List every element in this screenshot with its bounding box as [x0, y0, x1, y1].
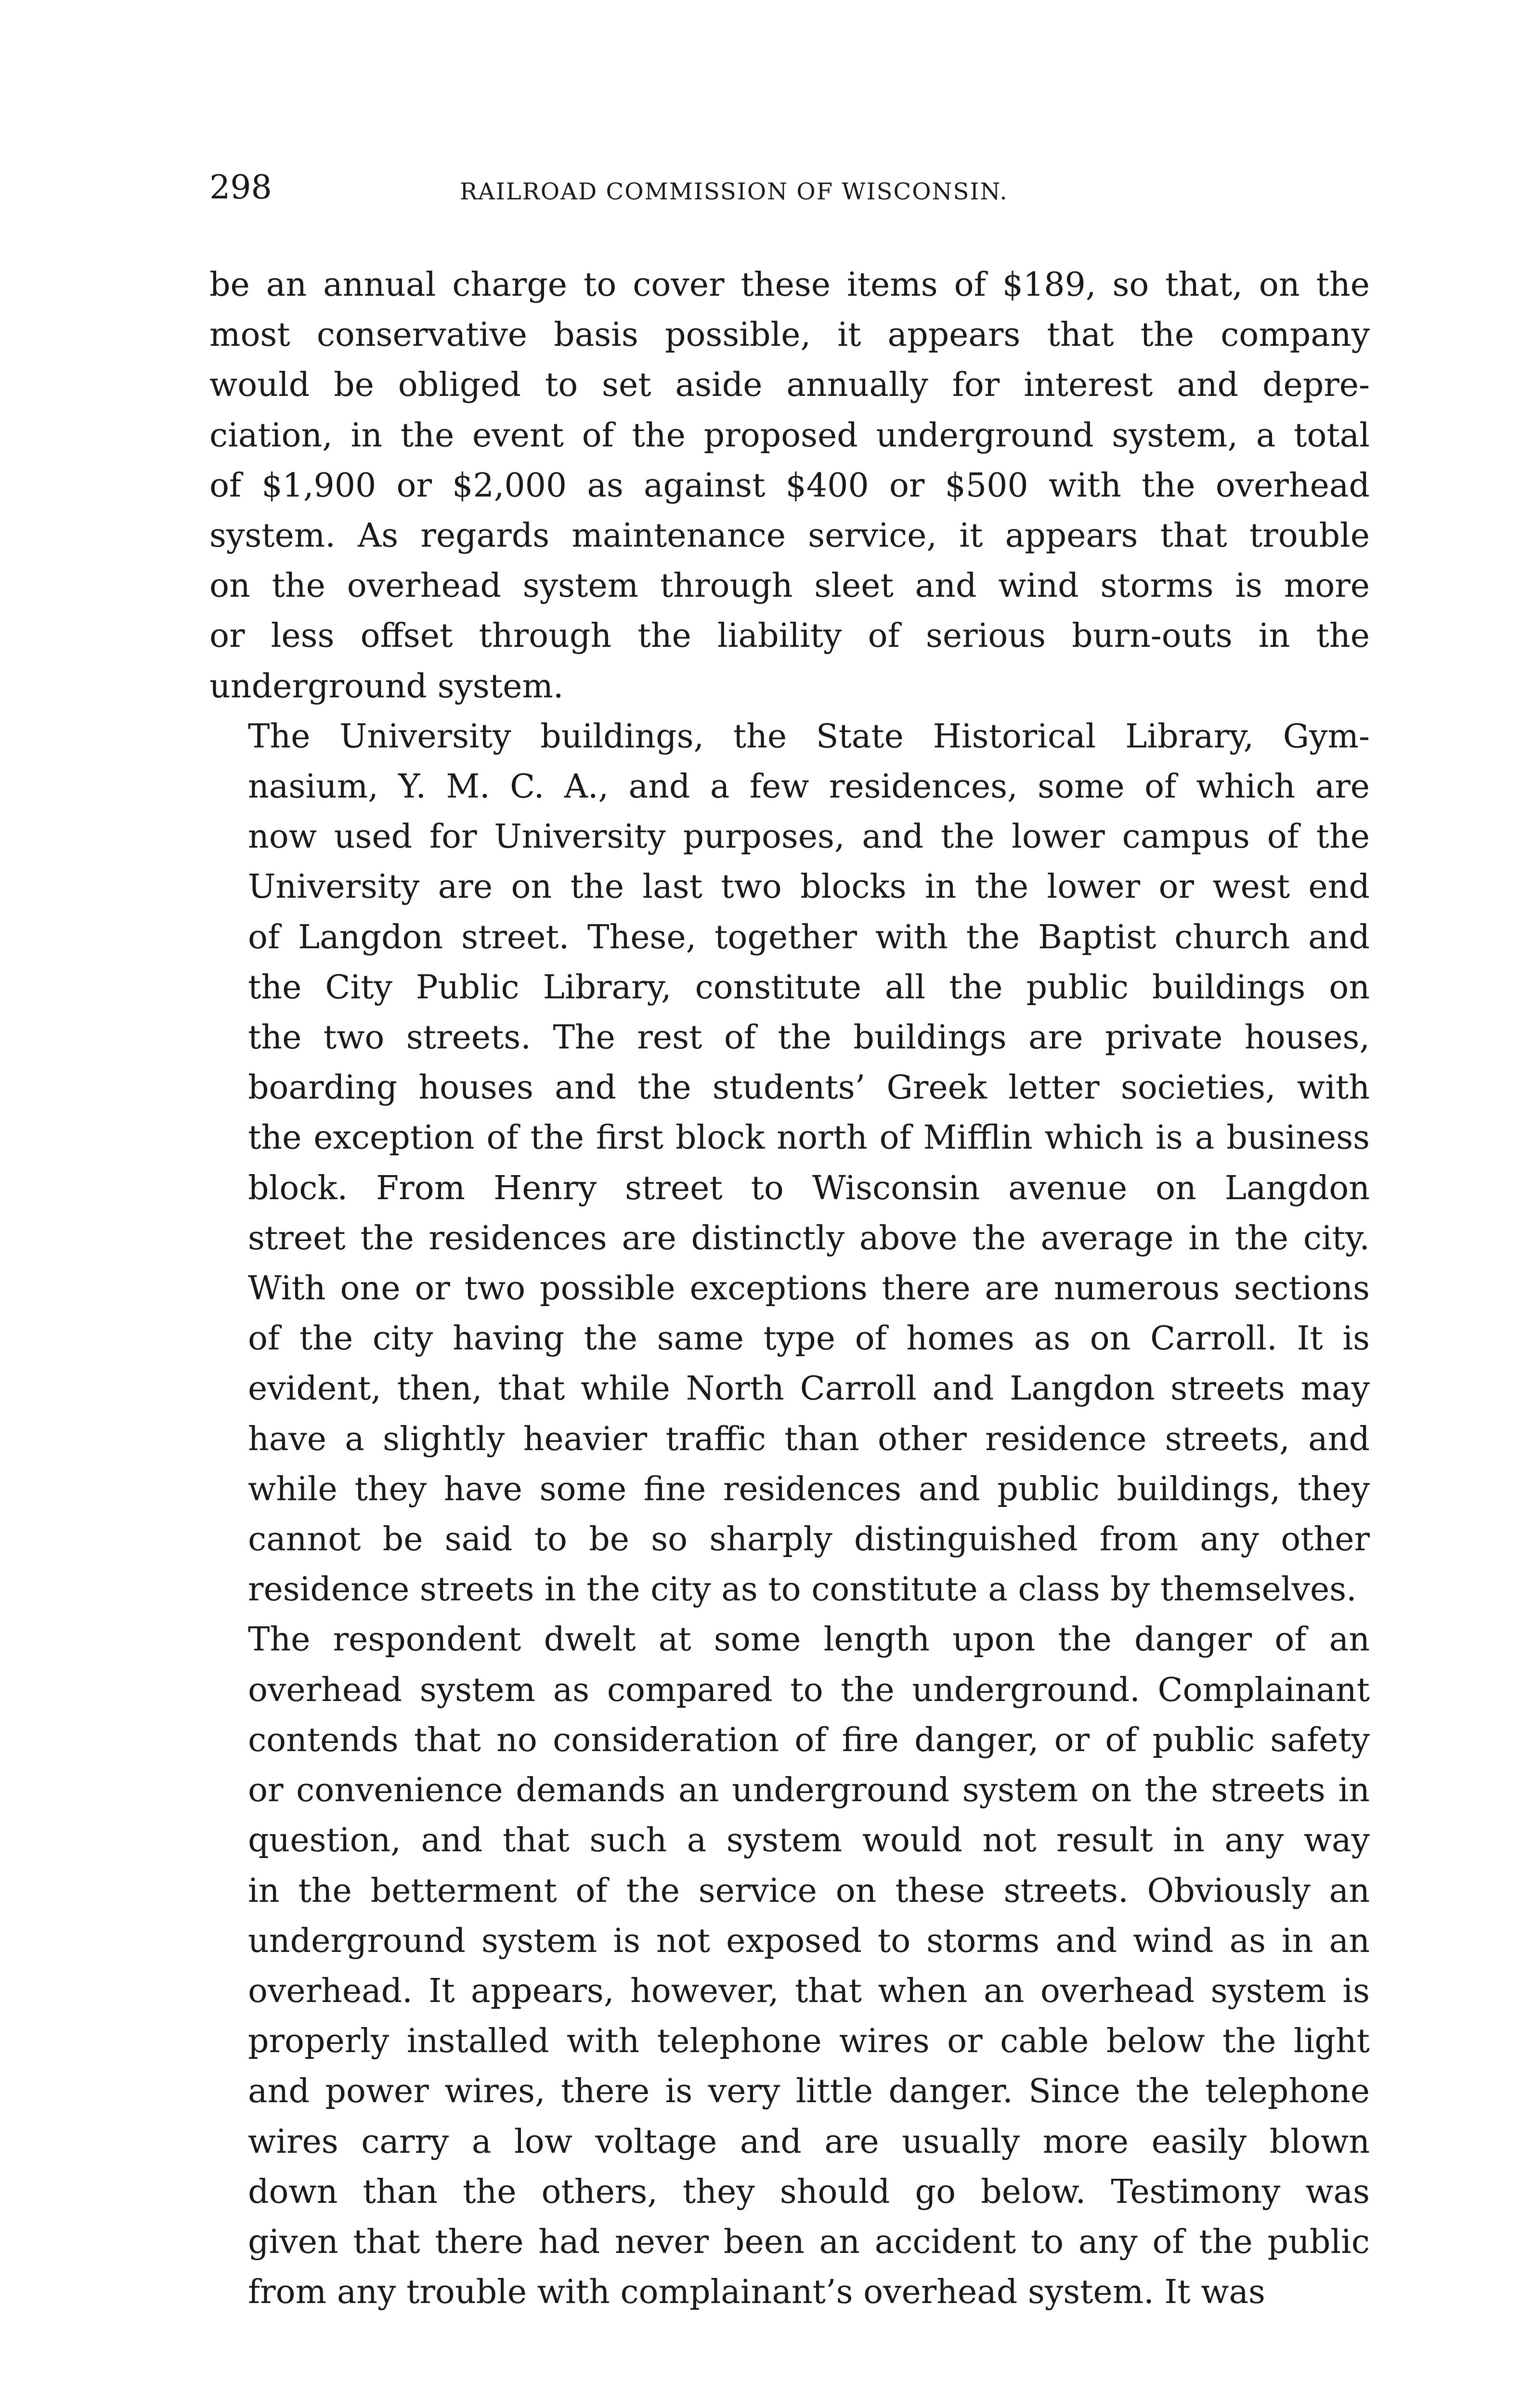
text-line: from any trouble with complainant’s overhead system. It was: [248, 2273, 1265, 2312]
text-line: on the overhead system through sleet and wind storms is more: [209, 567, 1370, 605]
running-head: [209, 166, 1370, 209]
text-line: evident, then, that while North Carroll and Langdon streets may: [248, 1370, 1370, 1408]
text-line: system. As regards maintenance service, it appears that trouble: [209, 517, 1370, 555]
text-line: block. From Henry street to Wisconsin avenue on Langdon: [248, 1169, 1370, 1207]
text-line: or less offset through the liability of serious burn-outs in the: [209, 617, 1370, 655]
text-line: University are on the last two blocks in the lower or west end: [248, 868, 1370, 906]
text-line: overhead system as compared to the underground. Complainant: [248, 1671, 1370, 1709]
text-line: the two streets. The rest of the buildings are private houses,: [248, 1019, 1370, 1057]
text-line: the City Public Library, constitute all the public buildings on: [248, 968, 1370, 1007]
text-line: of Langdon street. These, together with the Baptist church and: [248, 918, 1370, 956]
text-line: of $1,900 or $2,000 as against $400 or $500 with the overhead: [209, 466, 1370, 505]
text-line: be an annual charge to cover these items of $189, so that, on the: [209, 266, 1370, 304]
text-line: the exception of the first block north of Mifflin which is a business: [248, 1119, 1370, 1157]
text-line: while they have some fine residences and public buildings, they: [248, 1470, 1370, 1508]
text-line: properly installed with telephone wires or cable below the light: [248, 2022, 1370, 2061]
paragraph: [209, 1615, 1370, 2317]
paragraph: [209, 712, 1370, 1615]
paragraph: [209, 260, 1370, 712]
text-line: question, and that such a system would not result in any way: [248, 1821, 1370, 1860]
text-line: would be obliged to set aside annually for interest and depre-: [209, 366, 1370, 405]
text-line: underground system.: [209, 667, 564, 706]
text-line: now used for University purposes, and the lower campus of the: [248, 818, 1370, 856]
text-line: wires carry a low voltage and are usually more easily blown: [248, 2122, 1370, 2161]
body-text: [209, 260, 1370, 2317]
text-line: most conservative basis possible, it appears that the company: [209, 316, 1370, 354]
text-line: street the residences are distinctly above the average in the city.: [248, 1219, 1370, 1257]
text-line: ciation, in the event of the proposed underground system, a total: [209, 416, 1370, 455]
text-line: contends that no consideration of fire danger, or of public safety: [248, 1721, 1370, 1759]
text-line: With one or two possible exceptions there are numerous sections: [248, 1269, 1370, 1308]
text-line: have a slightly heavier traffic than other residence streets, and: [248, 1420, 1370, 1458]
text-line: overhead. It appears, however, that when an overhead system is: [248, 1972, 1370, 2010]
text-line: nasium, Y. M. C. A., and a few residences, some of which are: [248, 768, 1370, 806]
text-line: underground system is not exposed to storms and wind as in an: [248, 1922, 1370, 1960]
text-line: down than the others, they should go below. Testimony was: [248, 2172, 1370, 2211]
text-line: boarding houses and the students’ Greek letter societies, with: [248, 1069, 1370, 1107]
page-number: 298: [209, 169, 272, 207]
text-line: in the betterment of the service on these streets. Obviously an: [248, 1871, 1370, 1910]
text-line: and power wires, there is very little danger. Since the telephone: [248, 2072, 1370, 2111]
text-line: or convenience demands an underground system on the streets in: [248, 1771, 1370, 1810]
text-line: residence streets in the city as to constitute a class by themselves.: [248, 1570, 1357, 1609]
text-line: of the city having the same type of homes as on Carroll. It is: [248, 1320, 1370, 1358]
text-line: cannot be said to be so sharply distinguished from any other: [248, 1520, 1370, 1559]
text-line: The respondent dwelt at some length upon the danger of an: [248, 1621, 1370, 1659]
text-line: given that there had never been an accident to any of the public: [248, 2223, 1370, 2261]
text-line: The University buildings, the State Historical Library, Gym-: [248, 717, 1370, 756]
running-title: RAILROAD COMMISSION OF WISCONSIN.: [460, 178, 1008, 205]
